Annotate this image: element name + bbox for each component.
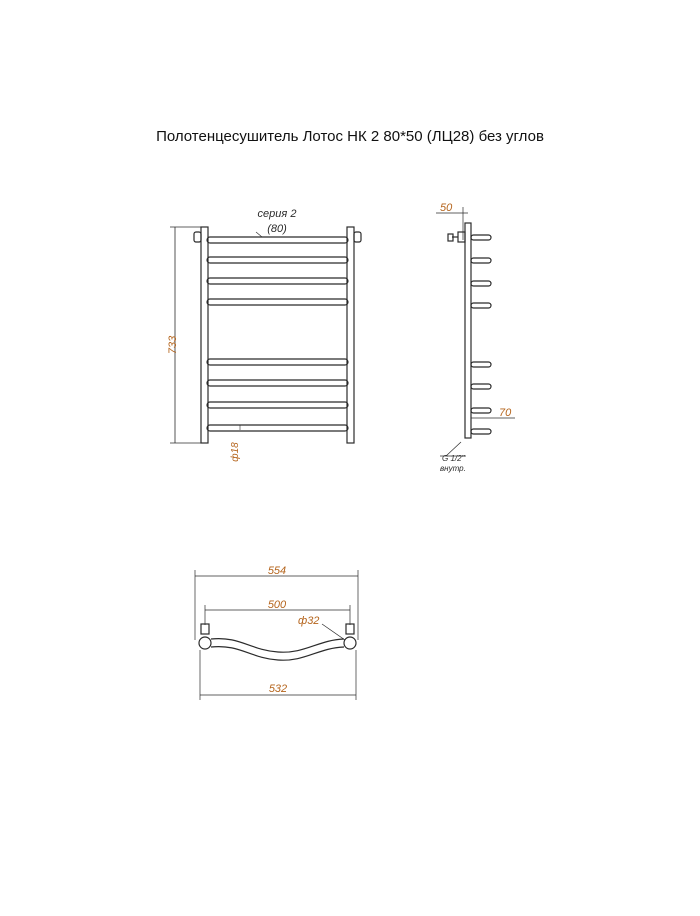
- thread-sub-label: внутр.: [440, 464, 466, 473]
- rung: [207, 237, 348, 243]
- bottom-offset-value: 70: [499, 407, 512, 419]
- side-rung-stubs: [471, 235, 491, 434]
- rung: [207, 402, 348, 408]
- thread-label: G 1/2": [442, 454, 465, 463]
- series-label: серия 2: [257, 208, 297, 220]
- collector-diameter-value: ф32: [298, 615, 320, 627]
- top-view: [195, 570, 358, 700]
- tube-diameter-value: ф18: [230, 442, 241, 462]
- rungs: [207, 237, 348, 431]
- side-collector: [465, 223, 471, 438]
- series-sub-label: (80): [267, 223, 287, 235]
- center-distance-value: 500: [267, 599, 287, 611]
- right-collector-top: [344, 637, 356, 649]
- rung: [207, 257, 348, 263]
- top-offset-value: 50: [440, 202, 453, 214]
- height-value: 733: [167, 335, 179, 355]
- rung: [207, 299, 348, 305]
- rung: [207, 278, 348, 284]
- overall-width-value: 554: [267, 565, 287, 577]
- rung: [207, 380, 348, 386]
- bottom-width-value: 532: [268, 683, 288, 695]
- rung: [207, 425, 348, 431]
- left-collector-top: [199, 637, 211, 649]
- rung: [207, 359, 348, 365]
- front-view: [170, 227, 361, 443]
- page-title: Полотенцесушитель Лотос НК 2 80*50 (ЛЦ28) без углов: [156, 128, 544, 145]
